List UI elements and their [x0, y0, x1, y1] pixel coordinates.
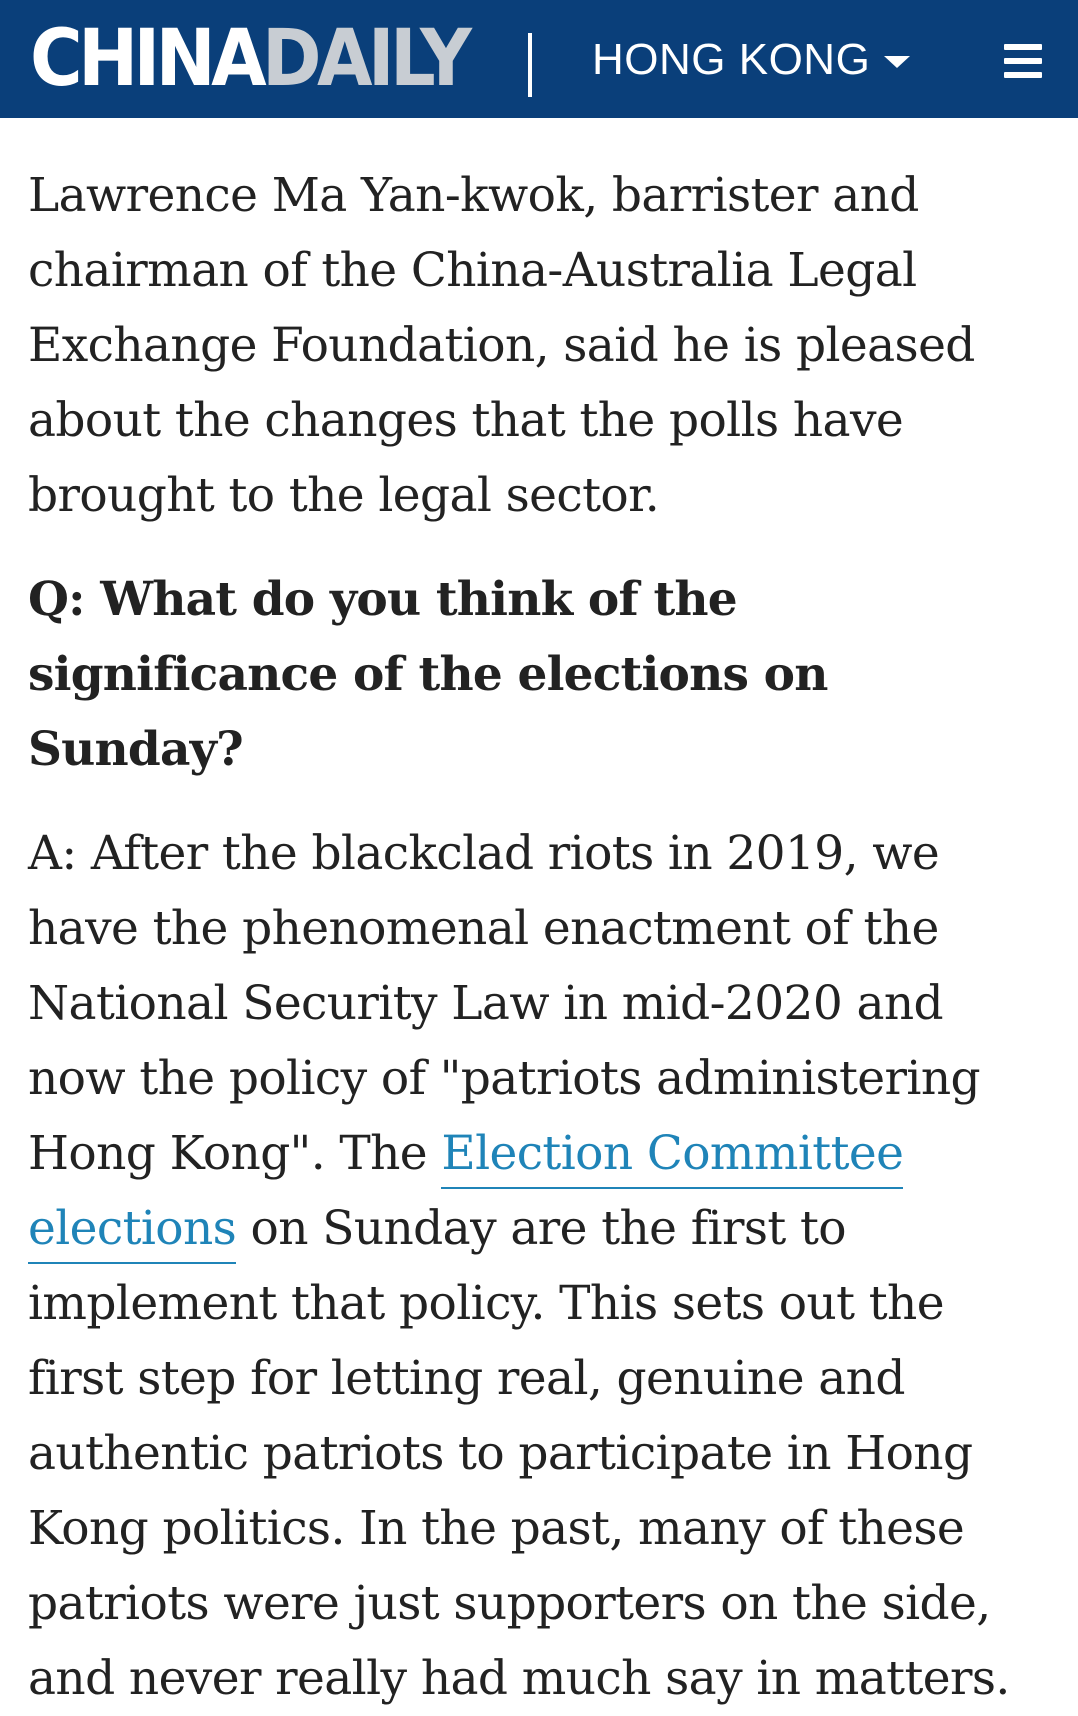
- china-daily-logo[interactable]: [30, 14, 468, 104]
- answer-text-before-link: A: After the blackclad riots in 2019, we have the phenomenal enactment of the National Security Law in mid-2020 and now the policy of "patriots administering Hong Kong". The: [28, 826, 980, 1181]
- article-body: [28, 158, 1050, 1716]
- caret-down-icon: [884, 56, 910, 68]
- header-divider: [528, 33, 532, 97]
- logo-daily-text: DAILY: [262, 14, 468, 104]
- interview-question: Q: What do you think of the significance of the elections on Sunday?: [28, 572, 828, 777]
- answer-paragraph: [28, 816, 1050, 1716]
- election-committee-elections-link[interactable]: Election Committee elections: [28, 1126, 903, 1264]
- intro-paragraph: Lawrence Ma Yan-kwok, barrister and chairman of the China-Australia Legal Exchange Foundation, said he is pleased about the changes that the polls have brought to the legal sector.: [28, 168, 975, 523]
- answer-text-after-link: on Sunday are the first to implement that policy. This sets out the first step for letting real, genuine and authentic patriots to participate in Hong Kong politics. In the past, many of these patriots were just supporters on the side, and never really had much say in matters.: [28, 1201, 1010, 1706]
- logo-china-text: CHINA: [30, 14, 263, 104]
- edition-label: HONG KONG: [592, 35, 871, 84]
- hamburger-menu-icon[interactable]: [1004, 44, 1042, 78]
- top-navigation-bar: [0, 0, 1078, 118]
- edition-selector[interactable]: [592, 34, 910, 86]
